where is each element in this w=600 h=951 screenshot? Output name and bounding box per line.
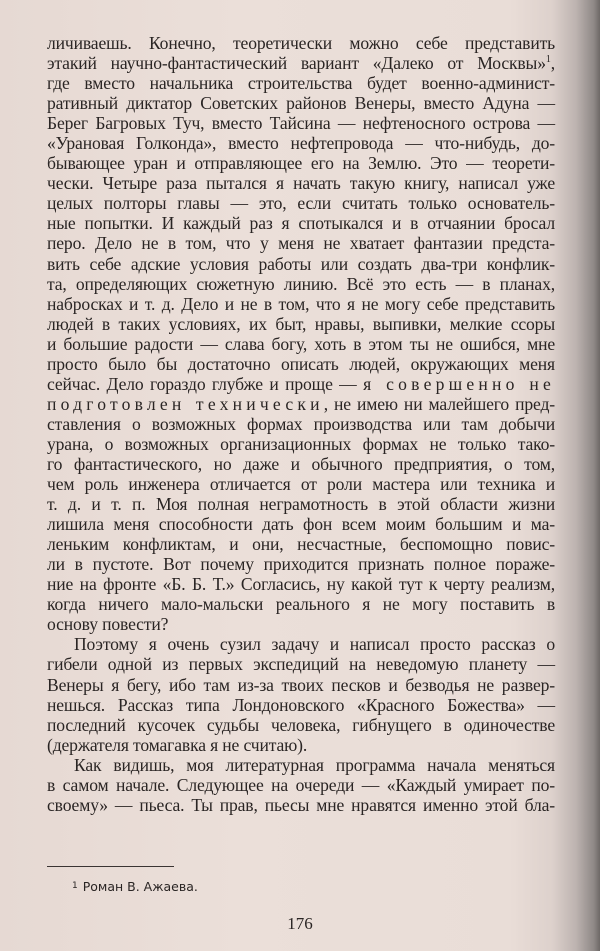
text-line: перо. Дело не в том, что у меня не хватает фантазии предста-	[47, 233, 555, 254]
text-line: чески. Четыре раза пытался я начать такую книгу, написал уже	[47, 173, 555, 194]
text-line: последний кусочек судьбы человека, гибнущего в одиночестве	[47, 714, 555, 735]
text-line: ные попытки. И каждый раз я спотыкался и в отчаянии бросал	[47, 213, 555, 234]
text-line: леньким конфликтам, и они, несчастные, беспомощно повис-	[47, 534, 555, 555]
text-line: Берег Багровых Туч, вместо Тайсина — нефтеносного острова —	[47, 113, 555, 134]
text-line: Как видишь, моя литературная программа начала меняться	[74, 754, 555, 775]
text-line: основу повести?	[47, 614, 169, 635]
text-line: где вместо начальника строительства будет военно-админист-	[47, 73, 555, 94]
text-line: людей в таких условиях, их быт, нравы, выпивки, мелкие ссоры	[47, 313, 555, 334]
text-line: лишила меня способности дать фон всем моим большим и ма-	[47, 514, 555, 535]
text-line: ставления о возможных формах производства или там добычи	[47, 413, 555, 434]
text-line: «Урановая Голконда», вместо нефтепровода — что-нибудь, до-	[47, 133, 555, 154]
text-line: ли в пустоте. Вот почему приходится признать полное пораже-	[47, 554, 555, 575]
emphasized-text: я совершенно не	[363, 373, 555, 394]
text-line: Венеры я бегу, ибо там из-за твоих песков и безводья не развер-	[47, 674, 555, 695]
text-line: та, определяющих сюжетную линию. Всё это есть — в планах,	[47, 273, 555, 294]
text-line: своему» — пьеса. Ты прав, пьесы мне нравятся именно этой бла-	[47, 794, 555, 815]
text-line: вить себе адские условия работы или создать два-три конфлик-	[47, 253, 555, 274]
body-text	[47, 33, 555, 815]
text-line: т. д. и т. п. Моя полная неграмотность в этой области жизни	[47, 494, 555, 515]
text-line: целых полторы главы — это, если считать только основатель-	[47, 193, 555, 214]
text-line: Поэтому я очень сузил задачу и написал просто рассказ о	[74, 634, 555, 655]
text-line: в самом начале. Следующее на очереди — «Каждый умирает по-	[47, 774, 555, 795]
footnote-text: Роман В. Ажаева.	[82, 879, 198, 894]
text-line: бывающее уран и отправляющее его на Землю. Это — теорети-	[47, 153, 555, 174]
text-line: урана, о возможных организационных формах не только тако-	[47, 433, 555, 454]
text-line: личиваешь. Конечно, теоретически можно себе представить	[47, 33, 555, 53]
emphasized-text: подготовлен технически	[47, 393, 324, 414]
footnote	[72, 879, 198, 894]
text-line: нешься. Рассказ типа Лондоновского «Красного Божества» —	[47, 694, 555, 715]
footnote-reference: 1	[545, 54, 551, 66]
page-number: 176	[287, 914, 313, 933]
text-line: просто было бы достаточно описать людей, окружающих меня	[47, 353, 555, 374]
text-line: ние на фронте «Б. Б. Т.» Согласись, ну какой тут к черту реализм,	[47, 574, 555, 595]
text-line: сейчас. Дело гораздо глубже и проще — я совершенно не	[47, 373, 555, 394]
text-line: когда ничего мало-мальски реального я не могу поставить в	[47, 594, 555, 615]
text-line: (держателя томагавка я не считаю).	[47, 734, 308, 755]
text-line: этакий научно-фантастический вариант «Далеко от Москвы»$^1$,	[47, 53, 555, 74]
text-line: подготовлен технически, не имею ни малейшего пред-	[47, 393, 555, 414]
footnote-rule	[47, 866, 174, 867]
text-line: го фантастического, но даже и обычного предприятия, о том,	[47, 453, 555, 474]
text-line: набросках и т. д. Дело и не в том, что я не могу себе представить	[47, 293, 555, 314]
footnote-marker: 1	[72, 881, 78, 891]
text-line: гибели одной из первых экспедиций на неведомую планету —	[47, 654, 555, 675]
text-line: чем роль инженера отличается от роли мастера или техника и	[47, 474, 555, 495]
text-line: и большие радости — слава богу, хоть в этом ты не ошибся, мне	[47, 333, 555, 354]
text-line: ративный диктатор Советских районов Венеры, вместо Адуна —	[47, 93, 555, 114]
